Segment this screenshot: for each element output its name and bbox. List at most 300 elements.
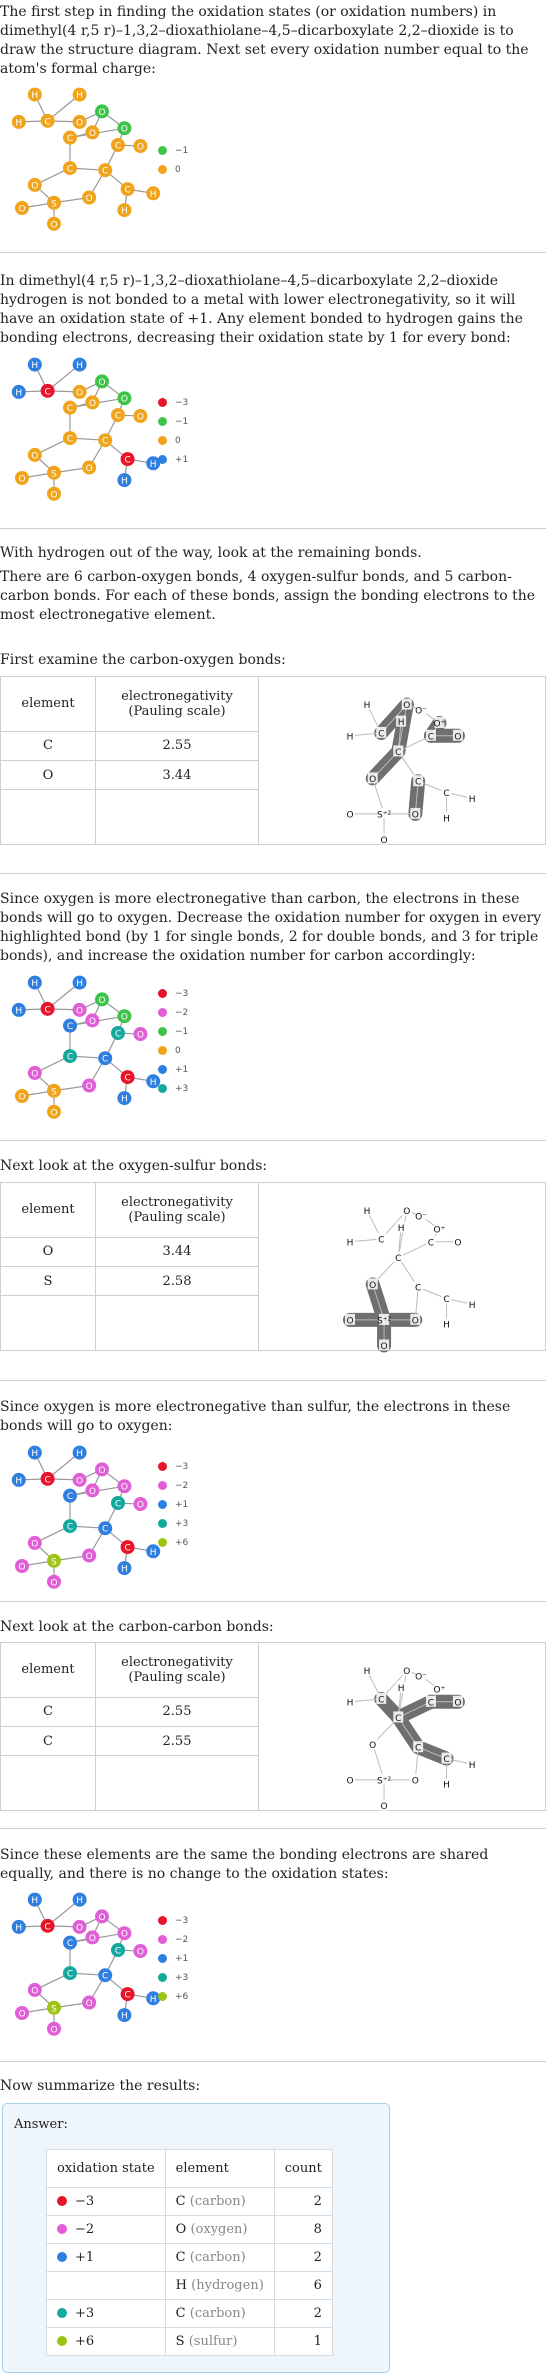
state-label: −2 bbox=[75, 2222, 95, 2237]
summary-row bbox=[47, 2244, 333, 2272]
atom-label: C bbox=[44, 1005, 51, 1016]
atom-label: O bbox=[88, 398, 96, 409]
atom-label: C bbox=[415, 1283, 422, 1294]
divider bbox=[0, 2061, 546, 2062]
en-value-cell: 2.55 bbox=[96, 1726, 259, 1755]
element-name: (oxygen) bbox=[190, 2222, 248, 2237]
legend-dot bbox=[158, 1519, 167, 1528]
atom-label: O bbox=[403, 1207, 411, 1218]
legend-step1 bbox=[158, 141, 188, 179]
legend-label: −1 bbox=[175, 416, 189, 427]
atom-label: C bbox=[124, 455, 131, 466]
oxidation-state-cell bbox=[47, 2300, 166, 2328]
atom-label: H bbox=[76, 361, 83, 372]
element-symbol: C bbox=[175, 2306, 190, 2321]
legend-dot bbox=[158, 398, 167, 407]
legend-label: +6 bbox=[175, 1991, 189, 2002]
atom-label: H bbox=[346, 1238, 354, 1249]
legend-label: +1 bbox=[175, 1499, 189, 1510]
atom-label: O bbox=[88, 1016, 96, 1027]
state-dot bbox=[57, 2224, 67, 2234]
atom-label: C bbox=[44, 117, 51, 128]
atom-label: H bbox=[31, 91, 39, 102]
legend-dot bbox=[158, 1008, 167, 1017]
en-table-co bbox=[0, 676, 546, 845]
atom-label: C bbox=[44, 1475, 51, 1486]
header-count: count bbox=[274, 2150, 332, 2188]
atom-label: C bbox=[114, 1029, 122, 1040]
atom-label: O bbox=[120, 1929, 128, 1940]
atom-label: C bbox=[102, 1054, 109, 1065]
legend-label: −1 bbox=[175, 145, 189, 156]
atom-label: H bbox=[363, 1667, 371, 1678]
atom-label: C bbox=[114, 1499, 122, 1510]
legend-dot bbox=[158, 455, 167, 464]
summary-row bbox=[47, 2328, 333, 2356]
legend-label: −3 bbox=[175, 1461, 189, 1472]
legend-item bbox=[158, 1003, 188, 1022]
count-cell: 2 bbox=[274, 2300, 332, 2328]
legend-label: +3 bbox=[175, 1972, 189, 1983]
atom-label: C bbox=[427, 1698, 435, 1709]
atom-label: H bbox=[15, 118, 23, 129]
atom-label: H bbox=[468, 1760, 476, 1771]
divider bbox=[0, 252, 546, 253]
atom-label: C bbox=[415, 777, 422, 788]
atom-label: O bbox=[380, 1341, 388, 1352]
atom-label: H bbox=[15, 1476, 23, 1487]
element-cell: O bbox=[1, 760, 96, 789]
atom-label: O⁻ bbox=[415, 1212, 427, 1223]
atom-label: C bbox=[66, 1969, 74, 1980]
atom-label: O bbox=[50, 1108, 58, 1119]
atom-label: O bbox=[98, 1465, 106, 1476]
legend-label: −3 bbox=[175, 397, 189, 408]
legend-dot bbox=[158, 989, 167, 998]
empty-cell bbox=[1, 1756, 96, 1811]
summary-row bbox=[47, 2216, 333, 2244]
element-symbol: O bbox=[175, 2222, 191, 2237]
atom-label: H bbox=[149, 1077, 157, 1088]
atom-label: O bbox=[454, 1238, 462, 1249]
count-cell: 6 bbox=[274, 2272, 332, 2300]
atom-label: H bbox=[443, 1780, 450, 1791]
atom-label: O bbox=[454, 732, 462, 743]
legend-step3 bbox=[158, 984, 188, 1098]
legend-label: +1 bbox=[175, 454, 189, 465]
empty-cell bbox=[1, 1296, 96, 1351]
legend-item bbox=[158, 412, 188, 431]
atom-label: C bbox=[124, 1073, 131, 1084]
atom-label: O bbox=[18, 1562, 26, 1573]
legend-step4 bbox=[158, 1457, 188, 1552]
oxidation-state-cell bbox=[47, 2328, 166, 2356]
divider bbox=[0, 873, 546, 874]
element-name: (hydrogen) bbox=[191, 2278, 264, 2293]
divider bbox=[0, 1380, 546, 1381]
intro-text: The first step in finding the oxidation states (or oxidation numbers) in dimethyl(4 r,5 r)–1,3,2–dioxathiolane–4,5–dicarboxylate 2,2–dioxide is to draw the structure diagram. Next set every oxidation number equal to the atom's formal charge: bbox=[0, 4, 529, 77]
oxidation-state-cell bbox=[47, 2244, 166, 2272]
atom-label: O⁻ bbox=[415, 706, 427, 717]
legend-item bbox=[158, 1457, 188, 1476]
summary-table bbox=[46, 2149, 333, 2356]
atom-label: H bbox=[121, 476, 128, 487]
atom-label: S bbox=[51, 2004, 57, 2015]
legend-dot bbox=[158, 1935, 167, 1944]
atom-label: C bbox=[124, 1990, 131, 2001]
legend-label: 0 bbox=[175, 1045, 181, 1056]
atom-label: O bbox=[88, 1486, 96, 1497]
legend-label: −3 bbox=[175, 1915, 189, 1926]
element-cell: C bbox=[1, 731, 96, 760]
element-cell: O bbox=[1, 1237, 96, 1266]
legend-label: +1 bbox=[175, 1064, 189, 1075]
legend-step2 bbox=[158, 393, 188, 469]
legend-dot bbox=[158, 165, 167, 174]
legend-label: −2 bbox=[175, 1480, 189, 1491]
os-intro: Next look at the oxygen-sulfur bonds: bbox=[0, 1158, 268, 1174]
element-cell bbox=[165, 2188, 274, 2216]
answer-box bbox=[2, 2103, 390, 2373]
divider bbox=[0, 1828, 546, 1829]
legend-item bbox=[158, 1041, 188, 1060]
legend-item bbox=[158, 1930, 188, 1949]
oxidation-state-cell bbox=[47, 2272, 166, 2300]
header-element: element bbox=[165, 2150, 274, 2188]
legend-item bbox=[158, 1495, 188, 1514]
legend-label: +3 bbox=[175, 1518, 189, 1529]
atom-label: C bbox=[66, 1052, 74, 1063]
legend-dot bbox=[158, 1992, 167, 2001]
atom-label: H bbox=[31, 1449, 39, 1460]
atom-label: C bbox=[114, 1946, 122, 1957]
atom-label: O bbox=[85, 1082, 93, 1092]
divider bbox=[0, 1601, 546, 1602]
atom-label: O bbox=[50, 490, 58, 501]
count-cell: 1 bbox=[274, 2328, 332, 2356]
atom-label: H bbox=[468, 794, 476, 805]
atom-label: H bbox=[346, 1698, 354, 1709]
atom-label: C bbox=[102, 166, 109, 177]
atom-label: H bbox=[15, 1923, 23, 1934]
legend-item bbox=[158, 450, 188, 469]
atom-label: H bbox=[149, 1547, 157, 1558]
legend-dot bbox=[158, 1084, 167, 1093]
atom-label: O bbox=[369, 1740, 377, 1751]
atom-label: C bbox=[124, 1543, 131, 1554]
legend-dot bbox=[158, 1065, 167, 1074]
state-label: −3 bbox=[75, 2194, 95, 2209]
atom-label: H bbox=[76, 979, 83, 990]
atom-label: O bbox=[136, 412, 144, 423]
element-name: (carbon) bbox=[189, 2194, 246, 2209]
count-cell: 8 bbox=[274, 2216, 332, 2244]
header-element: element bbox=[1, 677, 96, 732]
legend-label: 0 bbox=[175, 435, 181, 446]
atom-label: H bbox=[363, 1207, 371, 1218]
atom-label: H bbox=[149, 189, 157, 200]
en-value-cell: 2.58 bbox=[96, 1266, 259, 1295]
atom-label: C bbox=[66, 164, 74, 175]
bond-diagram-os bbox=[259, 1183, 546, 1351]
legend-item bbox=[158, 1079, 188, 1098]
atom-label: O bbox=[85, 194, 93, 204]
co-intro: First examine the carbon-oxygen bonds: bbox=[0, 652, 286, 668]
atom-label: H bbox=[15, 388, 23, 399]
atom-label: C bbox=[378, 729, 385, 740]
atom-label: O bbox=[31, 1069, 39, 1080]
atom-label: C bbox=[102, 436, 109, 447]
atom-label: C bbox=[415, 1743, 422, 1754]
atom-label: O⁺ bbox=[433, 719, 446, 730]
legend-dot bbox=[158, 1916, 167, 1925]
atom-label: O bbox=[120, 124, 128, 135]
atom-label: O bbox=[85, 1999, 93, 2009]
atom-label: O bbox=[411, 1776, 419, 1787]
element-cell bbox=[165, 2244, 274, 2272]
legend-label: −2 bbox=[175, 1934, 189, 1945]
atom-label: O bbox=[85, 1552, 93, 1562]
atom-label: C bbox=[66, 1522, 74, 1533]
atom-label: C bbox=[427, 1238, 435, 1249]
atom-label: O⁻ bbox=[415, 1672, 427, 1683]
atom-label: O bbox=[18, 474, 26, 485]
atom-label: C bbox=[124, 185, 131, 196]
legend-dot bbox=[158, 417, 167, 426]
atom-label: C bbox=[66, 434, 74, 445]
summary-row bbox=[47, 2272, 333, 2300]
legend-item bbox=[158, 431, 188, 450]
element-name: (carbon) bbox=[189, 2250, 246, 2265]
en-value-cell: 2.55 bbox=[96, 731, 259, 760]
atom-label: S⁺² bbox=[377, 810, 392, 821]
state-label: +6 bbox=[75, 2334, 95, 2349]
element-name: (sulfur) bbox=[188, 2334, 238, 2349]
atom-label: C bbox=[395, 747, 402, 758]
legend-item bbox=[158, 141, 188, 160]
legend-item bbox=[158, 1514, 188, 1533]
empty-cell bbox=[1, 790, 96, 845]
atom-label: O bbox=[136, 1500, 144, 1511]
cc-intro: Next look at the carbon-carbon bonds: bbox=[0, 1619, 274, 1635]
atom-label: C bbox=[443, 1755, 450, 1766]
legend-label: −3 bbox=[175, 988, 189, 999]
atom-label: O bbox=[85, 464, 93, 474]
atom-label: H bbox=[346, 732, 354, 743]
atom-label: H bbox=[76, 1449, 83, 1460]
empty-cell bbox=[96, 1756, 259, 1811]
atom-label: H bbox=[15, 1006, 23, 1017]
legend-dot bbox=[158, 1046, 167, 1055]
element-cell bbox=[165, 2216, 274, 2244]
atom-label: O⁺ bbox=[433, 1685, 446, 1696]
legend-dot bbox=[158, 436, 167, 445]
en-value-cell: 2.55 bbox=[96, 1697, 259, 1726]
atom-label: O bbox=[369, 1280, 377, 1291]
atom-label: C bbox=[102, 1524, 109, 1535]
count-cell: 2 bbox=[274, 2244, 332, 2272]
legend-dot bbox=[158, 1462, 167, 1471]
atom-label: C bbox=[102, 1971, 109, 1982]
atom-label: S bbox=[51, 469, 57, 480]
divider bbox=[0, 1140, 546, 1141]
summary-intro: Now summarize the results: bbox=[0, 2078, 201, 2094]
atom-label: O bbox=[136, 142, 144, 153]
atom-label: O bbox=[18, 2009, 26, 2020]
atom-label: O bbox=[411, 810, 419, 821]
atom-label: O bbox=[18, 1092, 26, 1103]
legend-dot bbox=[158, 1481, 167, 1490]
element-cell: C bbox=[1, 1726, 96, 1755]
state-dot bbox=[57, 2336, 67, 2346]
legend-item bbox=[158, 393, 188, 412]
legend-item bbox=[158, 1968, 188, 1987]
atom-label: O bbox=[98, 107, 106, 118]
element-symbol: C bbox=[175, 2194, 190, 2209]
atom-label: O bbox=[50, 220, 58, 231]
atom-label: O bbox=[31, 451, 39, 462]
atom-label: O bbox=[18, 204, 26, 215]
element-name: (carbon) bbox=[189, 2306, 246, 2321]
element-cell bbox=[165, 2272, 274, 2300]
element-cell: S bbox=[1, 1266, 96, 1295]
atom-label: C bbox=[378, 1695, 385, 1706]
atom-label: H bbox=[76, 91, 83, 102]
co-result: Since oxygen is more electronegative than carbon, the electrons in these bonds will go to oxygen. Decrease the oxidation number for oxygen in every highlighted bond (by 1 for single bonds, 2 for double bonds, and 3 for triple bonds), and increase the oxidation number for carbon accordingly: bbox=[0, 891, 542, 964]
atom-label: O bbox=[98, 1912, 106, 1923]
atom-label: C bbox=[395, 1253, 402, 1264]
header-oxidation-state: oxidation state bbox=[47, 2150, 166, 2188]
element-symbol: H bbox=[175, 2278, 192, 2293]
atom-label: H bbox=[397, 1224, 405, 1235]
atom-label: O bbox=[136, 1947, 144, 1958]
atom-label: S⁺² bbox=[377, 1776, 392, 1787]
legend-dot bbox=[158, 1538, 167, 1547]
state-dot bbox=[57, 2308, 67, 2318]
header-electronegativity: electronegativity (Pauling scale) bbox=[96, 677, 259, 732]
summary-row bbox=[47, 2188, 333, 2216]
atom-label: C bbox=[395, 1713, 402, 1724]
os-result: Since oxygen is more electronegative than sulfur, the electrons in these bonds will go to oxygen: bbox=[0, 1399, 511, 1434]
remaining-text-1: With hydrogen out of the way, look at the remaining bonds. bbox=[0, 545, 422, 561]
atom-label: O bbox=[380, 1801, 388, 1812]
atom-label: O bbox=[31, 1539, 39, 1550]
atom-label: O bbox=[380, 835, 388, 846]
atom-label: O bbox=[50, 2025, 58, 2036]
header-electronegativity: electronegativity (Pauling scale) bbox=[96, 1643, 259, 1698]
atom-label: O bbox=[31, 1986, 39, 1997]
legend-item bbox=[158, 1987, 188, 2006]
header-element: element bbox=[1, 1643, 96, 1698]
atom-label: O bbox=[120, 394, 128, 405]
atom-label: C bbox=[66, 1939, 74, 1950]
legend-label: −1 bbox=[175, 1026, 189, 1037]
state-dot bbox=[57, 2252, 67, 2262]
bond-diagram-cc bbox=[259, 1643, 546, 1811]
legend-item bbox=[158, 1060, 188, 1079]
atom-label: O bbox=[369, 774, 377, 785]
atom-label: C bbox=[378, 1235, 385, 1246]
en-value-cell: 3.44 bbox=[96, 760, 259, 789]
element-cell: C bbox=[1, 1697, 96, 1726]
atom-label: C bbox=[66, 1492, 74, 1503]
atom-label: S bbox=[51, 1557, 57, 1568]
legend-dot bbox=[158, 1027, 167, 1036]
atom-label: H bbox=[468, 1300, 476, 1311]
atom-label: H bbox=[149, 459, 157, 470]
atom-label: O bbox=[98, 377, 106, 388]
legend-label: +6 bbox=[175, 1537, 189, 1548]
atom-label: O bbox=[411, 1316, 419, 1327]
oxidation-state-cell bbox=[47, 2216, 166, 2244]
atom-label: H bbox=[443, 1320, 450, 1331]
legend-item bbox=[158, 1022, 188, 1041]
element-symbol: S bbox=[175, 2334, 189, 2349]
cc-result: Since these elements are the same the bonding electrons are shared equally, and there is no change to the oxidation states: bbox=[0, 1847, 489, 1882]
atom-label: O bbox=[76, 1923, 84, 1934]
legend-step5 bbox=[158, 1911, 188, 2006]
atom-label: H bbox=[121, 2011, 128, 2022]
atom-label: S⁺² bbox=[377, 1316, 392, 1327]
legend-dot bbox=[158, 146, 167, 155]
atom-label: O bbox=[98, 995, 106, 1006]
atom-label: H bbox=[31, 1896, 39, 1907]
element-cell bbox=[165, 2300, 274, 2328]
atom-label: H bbox=[76, 1896, 83, 1907]
atom-label: O bbox=[346, 810, 354, 821]
summary-row bbox=[47, 2300, 333, 2328]
state-label: +1 bbox=[75, 2250, 95, 2265]
atom-label: O bbox=[454, 1698, 462, 1709]
legend-item bbox=[158, 1911, 188, 1930]
atom-label: O bbox=[403, 1667, 411, 1678]
atom-label: O bbox=[120, 1012, 128, 1023]
atom-label: S bbox=[51, 199, 57, 210]
header-electronegativity: electronegativity (Pauling scale) bbox=[96, 1183, 259, 1238]
header-element: element bbox=[1, 1183, 96, 1238]
atom-label: O bbox=[88, 128, 96, 139]
atom-label: H bbox=[149, 1994, 157, 2005]
atom-label: O bbox=[346, 1316, 354, 1327]
legend-label: 0 bbox=[175, 164, 181, 175]
legend-item bbox=[158, 1476, 188, 1495]
atom-label: O bbox=[136, 1030, 144, 1041]
atom-label: H bbox=[397, 1684, 405, 1695]
count-cell: 2 bbox=[274, 2188, 332, 2216]
hydrogen-text: In dimethyl(4 r,5 r)–1,3,2–dioxathiolane–4,5–dicarboxylate 2,2–dioxide hydrogen is not bonded to a metal with lower electronegativity, so it will have an oxidation state of +1. Any element bonded to hydrogen gains the bonding electrons, decreasing their oxidation state by 1 for every bond: bbox=[0, 273, 523, 346]
atom-label: O bbox=[346, 1776, 354, 1787]
atom-label: C bbox=[44, 1922, 51, 1933]
atom-label: C bbox=[44, 387, 51, 398]
atom-label: O bbox=[120, 1482, 128, 1493]
atom-label: H bbox=[121, 1094, 128, 1105]
atom-label: C bbox=[443, 789, 450, 800]
atom-label: O bbox=[76, 1476, 84, 1487]
legend-item bbox=[158, 1533, 188, 1552]
legend-label: +1 bbox=[175, 1953, 189, 1964]
atom-label: H bbox=[363, 701, 371, 712]
answer-label: Answer: bbox=[14, 2117, 68, 2132]
legend-item bbox=[158, 984, 188, 1003]
atom-label: O bbox=[76, 118, 84, 129]
remaining-text-2: There are 6 carbon-oxygen bonds, 4 oxygen-sulfur bonds, and 5 carbon-carbon bonds. For each of these bonds, assign the bonding electrons to the most electronegative element. bbox=[0, 569, 536, 623]
atom-label: H bbox=[443, 814, 450, 825]
en-table-os bbox=[0, 1182, 546, 1351]
empty-cell bbox=[96, 790, 259, 845]
divider bbox=[0, 528, 546, 529]
legend-label: −2 bbox=[175, 1007, 189, 1018]
atom-label: C bbox=[66, 404, 74, 415]
